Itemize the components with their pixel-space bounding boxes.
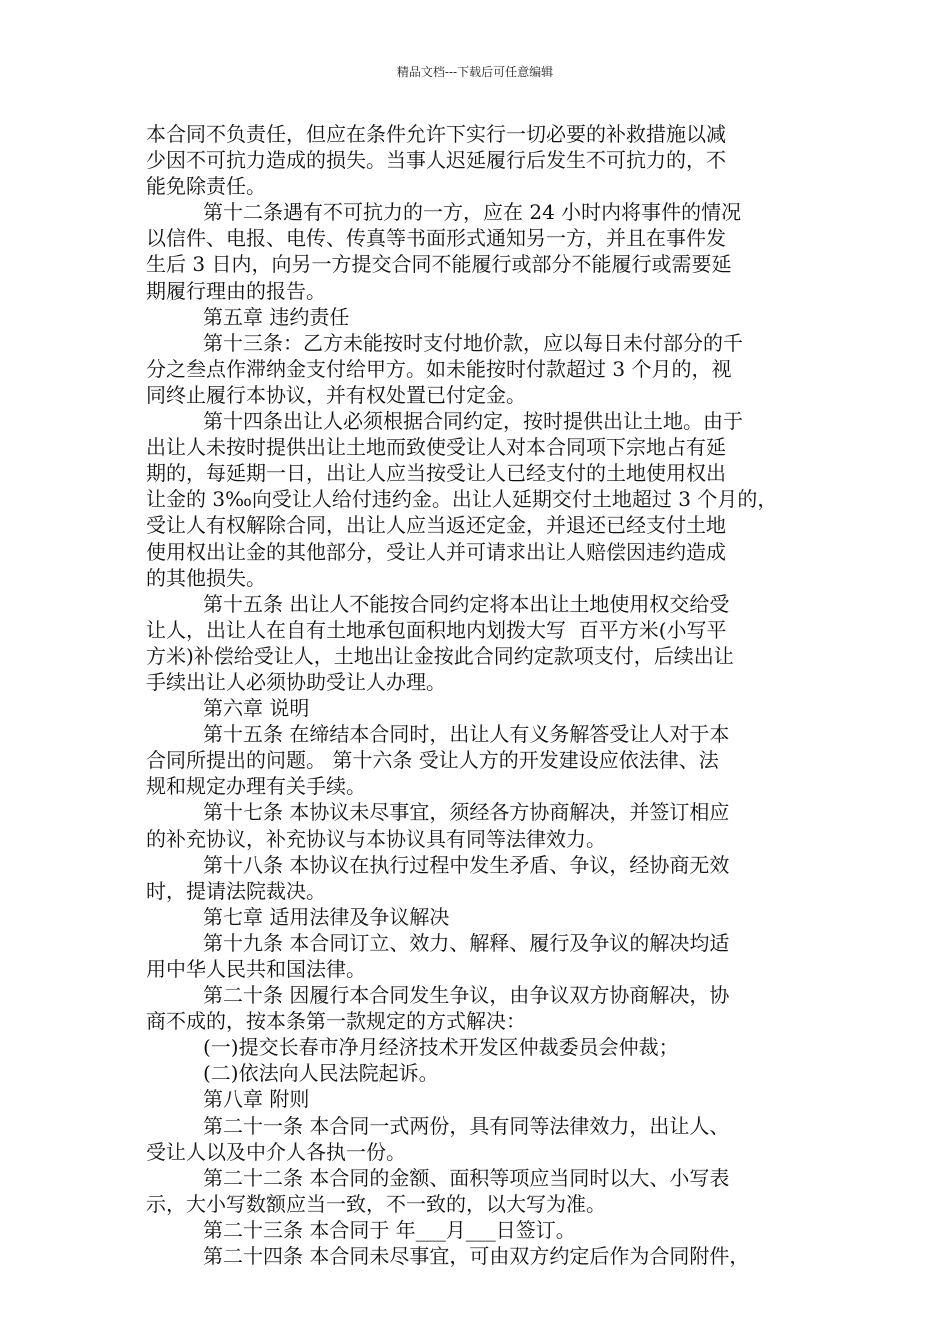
text-line: 受让人有权解除合同，出让人应当返还定金，并退还已经支付土地 xyxy=(146,513,726,538)
text-line: 第十四条出让人必须根据合同约定，按时提供出让土地。由于 xyxy=(203,409,743,434)
text-line: 合同所提出的问题。 第十六条 受让人方的开发建设应依法律、法 xyxy=(146,748,719,773)
document-body xyxy=(146,121,816,1269)
text-line: 第十七条 本协议未尽事宜，须经各方协商解决，并签订相应 xyxy=(203,800,730,825)
text-line: 第二十三条 本合同于 年___月___日签订。 xyxy=(203,1217,576,1242)
text-line: 用中华人民共和国法律。 xyxy=(146,957,366,981)
text-line: 第二十一条 本合同一式两份，具有同等法律效力，出让人、 xyxy=(203,1113,730,1138)
text-line: 第六章 说明 xyxy=(203,696,310,721)
text-line: (二)依法向人民法院起诉。 xyxy=(203,1061,439,1086)
text-line: 第十五条 出让人不能按合同约定将本出让土地使用权交给受 xyxy=(203,591,730,616)
text-line: 期履行理由的报告。 xyxy=(146,278,326,303)
text-line: 第十九条 本合同订立、效力、解释、履行及争议的解决均适 xyxy=(203,930,730,955)
text-line: 能免除责任。 xyxy=(146,174,266,199)
text-line: 使用权出让金的其他部分，受让人并可请求出让人赔偿因违约造成 xyxy=(146,539,726,564)
text-line: 第二十二条 本合同的金额、面积等项应当同时以大、小写表 xyxy=(203,1165,730,1190)
text-line: 时，提请法院裁决。 xyxy=(146,878,326,903)
text-line: 手续出让人必须协助受让人办理。 xyxy=(146,669,446,694)
text-line: 期的，每延期一日，出让人应当按受让人已经支付的土地使用权出 xyxy=(146,461,726,486)
text-line: 示，大小写数额应当一致，不一致的，以大写为准。 xyxy=(146,1191,606,1216)
text-line: (一)提交长春市净月经济技术开发区仲裁委员会仲裁； xyxy=(203,1035,679,1060)
text-line: 第二十条 因履行本合同发生争议，由争议双方协商解决，协 xyxy=(203,983,730,1008)
text-line: 第二十四条 本合同未尽事宜，可由双方约定后作为合同附件， xyxy=(203,1244,750,1269)
text-line: 的其他损失。 xyxy=(146,565,266,590)
text-line: 第五章 违约责任 xyxy=(203,304,350,329)
text-line: 本合同不负责任，但应在条件允许下实行一切必要的补救措施以减 xyxy=(146,122,726,146)
page-header: 精品文档---下载后可任意编辑 xyxy=(396,65,554,79)
text-line: 第十五条 在缔结本合同时，出让人有义务解答受让人对于本 xyxy=(203,722,730,747)
text-line: 以信件、电报、电传、传真等书面形式通知另一方，并且在事件发 xyxy=(146,226,726,251)
text-line: 方米)补偿给受让人，土地出让金按此合同约定款项支付，后续出让 xyxy=(146,643,734,668)
text-line: 让人，出让人在自有土地承包面积地内划拨大写 百平方米(小写平 xyxy=(146,617,727,642)
text-line: 出让人未按时提供出让土地而致使受让人对本合同项下宗地占有延 xyxy=(146,435,726,460)
text-line: 分之叁点作滞纳金支付给甲方。如未能按时付款超过 3 个月的，视 xyxy=(146,356,732,381)
text-line: 生后 3 日内，向另一方提交合同不能履行或部分不能履行或需要延 xyxy=(146,252,732,277)
text-line: 商不成的，按本条第一款规定的方式解决： xyxy=(146,1009,526,1034)
text-line: 第八章 附则 xyxy=(203,1087,310,1112)
text-line: 规和规定办理有关手续。 xyxy=(146,774,366,799)
text-line: 受让人以及中介人各执一份。 xyxy=(146,1139,406,1164)
text-line: 少因不可抗力造成的损失。当事人迟延履行后发生不可抗力的，不 xyxy=(146,148,726,173)
text-line: 同终止履行本协议，并有权处置已付定金。 xyxy=(146,382,526,407)
text-line: 让金的 3‰向受让人给付违约金。出让人延期交付土地超过 3 个月的， xyxy=(146,487,778,512)
text-line: 的补充协议，补充协议与本协议具有同等法律效力。 xyxy=(146,826,606,851)
text-line: 第十八条 本协议在执行过程中发生矛盾、争议，经协商无效 xyxy=(203,852,730,877)
text-line: 第七章 适用法律及争议解决 xyxy=(203,904,450,929)
text-line: 第十二条遇有不可抗力的一方，应在 24 小时内将事件的情况 xyxy=(203,200,742,225)
text-line: 第十三条：乙方未能按时支付地价款，应以每日未付部分的千 xyxy=(203,330,743,355)
